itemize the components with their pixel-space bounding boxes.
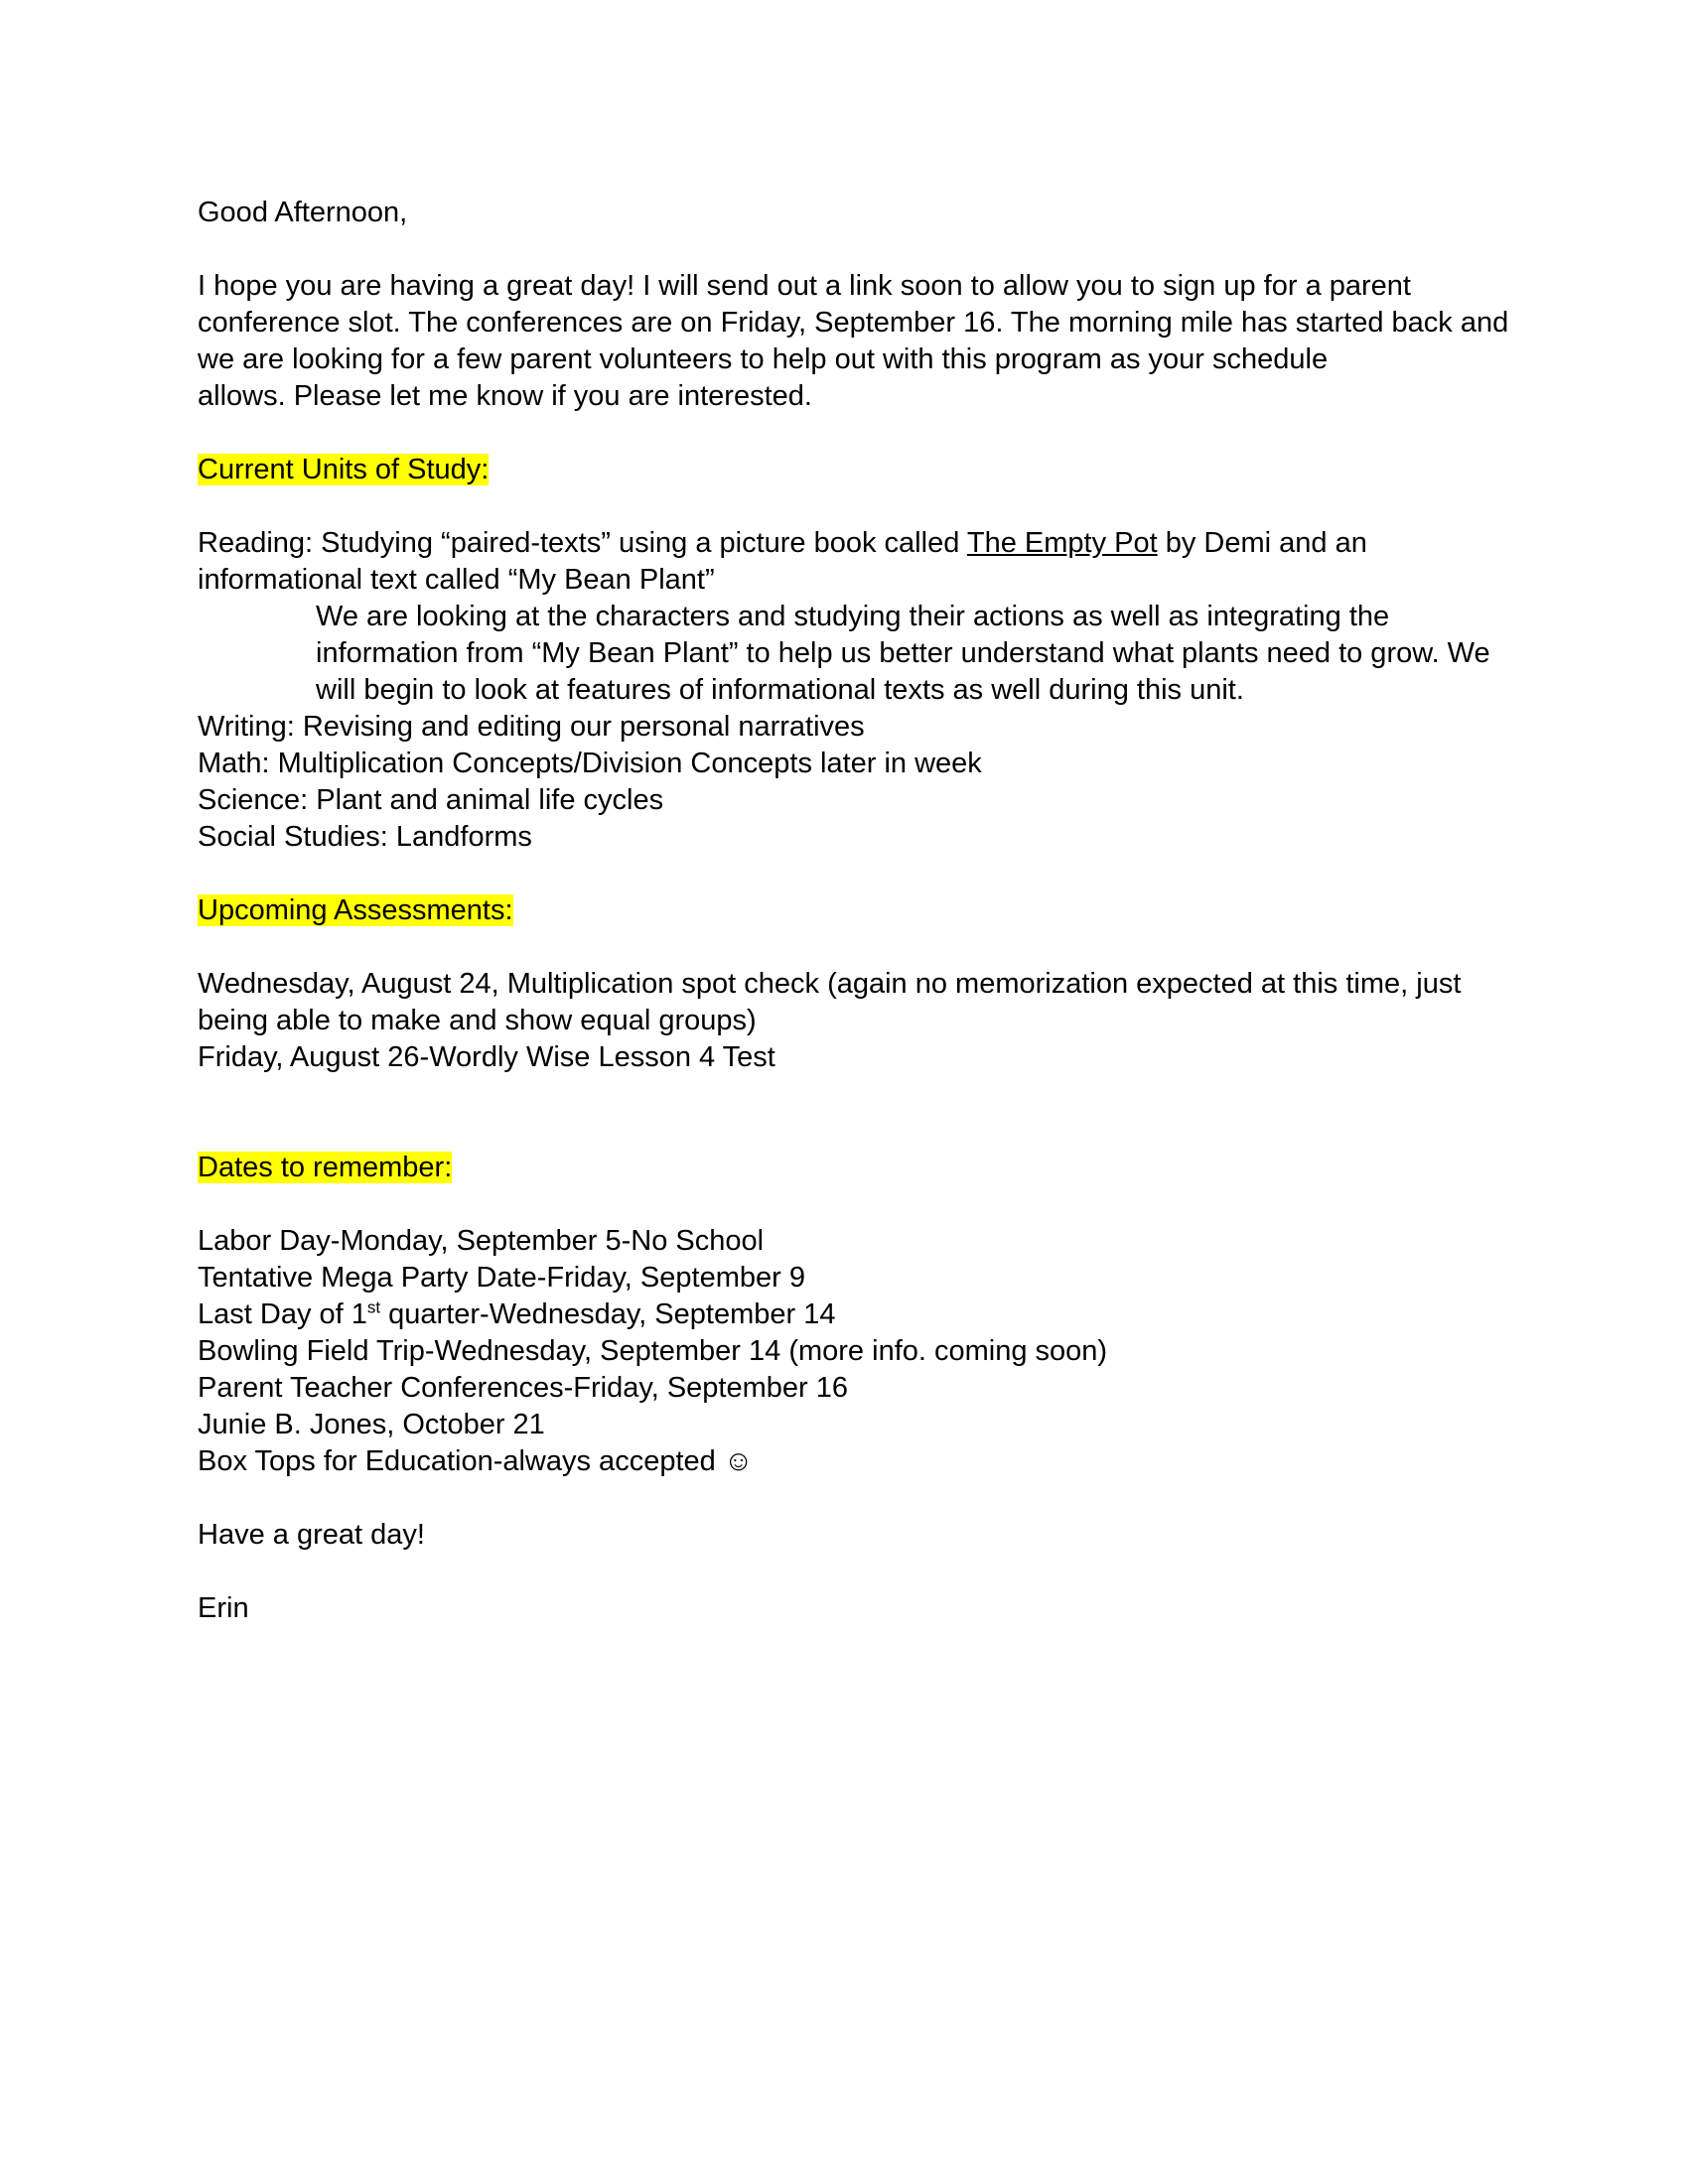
reading-prefix: Reading: Studying “paired-texts” using a picture book called <box>198 527 967 559</box>
intro-line: allows. Please let me know if you are interested. <box>198 380 812 412</box>
intro-line: conference slot. The conferences are on Friday, September 16. The morning mile has started back and <box>198 307 1509 339</box>
date-item: Parent Teacher Conferences-Friday, September 16 <box>198 1372 848 1404</box>
book-title: The Empty Pot <box>966 527 1158 559</box>
date-item <box>198 1297 1508 1333</box>
letter-body <box>198 195 1508 1627</box>
assessment-line: being able to make and show equal groups) <box>198 1005 757 1036</box>
ordinal-suffix: st <box>366 1297 381 1317</box>
date-item: Junie B. Jones, October 21 <box>198 1409 545 1440</box>
closing: Have a great day! <box>198 1519 425 1551</box>
assessments-section <box>198 966 1508 1076</box>
units-section <box>198 525 1508 856</box>
science-line: Science: Plant and animal life cycles <box>198 784 664 816</box>
reading-line <box>198 525 1508 562</box>
reading-detail-line: We are looking at the characters and studying their actions as well as integrating the <box>316 601 1390 632</box>
reading-suffix: by Demi and an <box>1157 527 1367 559</box>
assessment-line: Friday, August 26-Wordly Wise Lesson 4 Test <box>198 1041 775 1073</box>
social-studies-line: Social Studies: Landforms <box>198 821 532 853</box>
assessment-line: Wednesday, August 24, Multiplication spot check (again no memorization expected at this time, just <box>198 968 1462 1000</box>
reading-detail-line: will begin to look at features of informational texts as well during this unit. <box>316 674 1244 706</box>
assessments-heading-line <box>198 892 1508 929</box>
date-item: Tentative Mega Party Date-Friday, September 9 <box>198 1262 805 1294</box>
dates-heading-line <box>198 1150 1508 1186</box>
reading-line-2: informational text called “My Bean Plant” <box>198 564 715 596</box>
dates-heading: Dates to remember: <box>198 1152 453 1183</box>
assessments-heading: Upcoming Assessments: <box>198 894 513 926</box>
writing-line: Writing: Revising and editing our personal narratives <box>198 711 865 743</box>
date-item: Box Tops for Education-always accepted ☺ <box>198 1445 754 1477</box>
intro-line: we are looking for a few parent volunteers to help out with this program as your schedule <box>198 343 1329 375</box>
intro-paragraph <box>198 268 1508 415</box>
date-item: Labor Day-Monday, September 5-No School <box>198 1225 765 1257</box>
date-item: Bowling Field Trip-Wednesday, September 14 (more info. coming soon) <box>198 1335 1108 1367</box>
units-heading-line <box>198 452 1508 488</box>
greeting: Good Afternoon, <box>198 197 408 228</box>
intro-line: I hope you are having a great day! I will send out a link soon to allow you to sign up for a parent <box>198 270 1411 302</box>
last-day-suffix: quarter-Wednesday, September 14 <box>380 1298 836 1330</box>
reading-detail-line: information from “My Bean Plant” to help us better understand what plants need to grow. We <box>316 637 1490 669</box>
dates-section <box>198 1223 1508 1480</box>
signature: Erin <box>198 1592 249 1624</box>
math-line: Math: Multiplication Concepts/Division Concepts later in week <box>198 748 982 779</box>
last-day-prefix: Last Day of 1 <box>198 1298 367 1330</box>
units-heading: Current Units of Study: <box>198 454 490 485</box>
